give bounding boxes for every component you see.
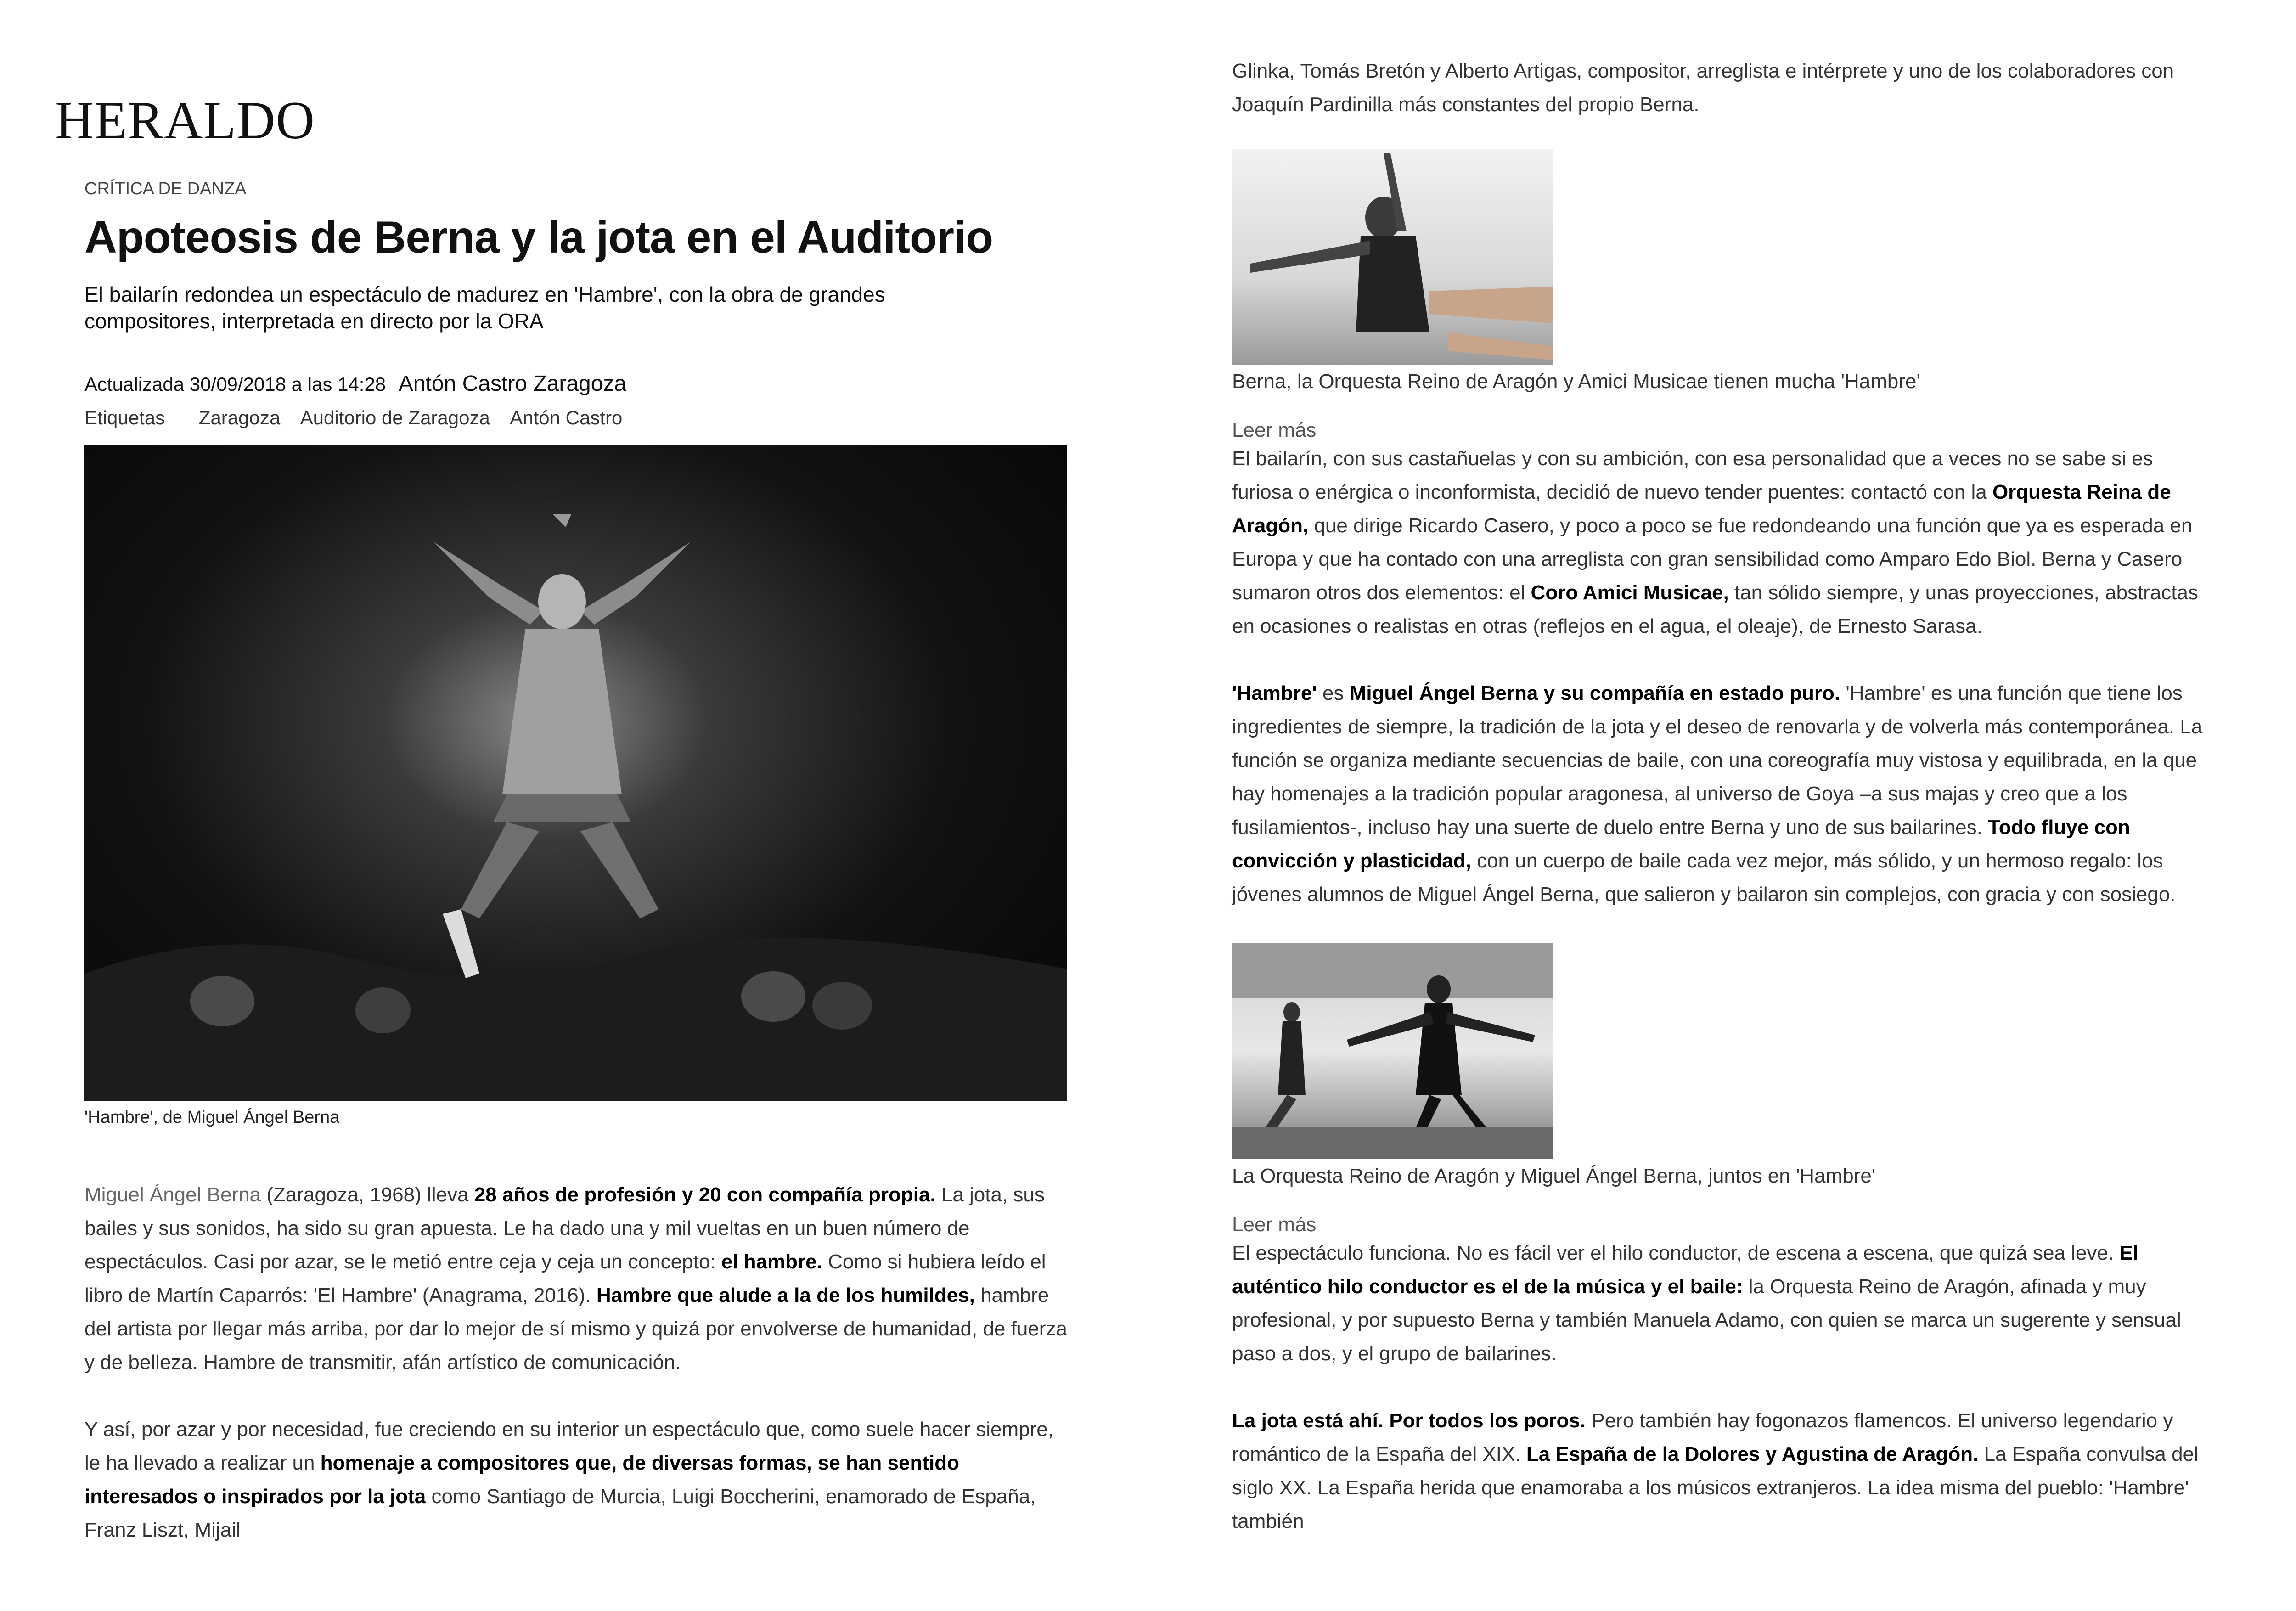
dancer-photo-2 (1232, 943, 1553, 1159)
paragraph: El espectáculo funciona. No es fácil ver el hilo conductor, de escena a escena, que quizá sea leve. El auténtico hilo conductor es el de la música y el baile: la Orquesta Reino de Aragón, afinada y muy profesional, y por supuesto Berna y también Manuela Adamo, con quien se marca un sugerente y sensual paso a dos, y el grupo de bailarines. (1232, 1242, 2181, 1365)
read-more-link[interactable]: Leer más (1232, 419, 1317, 441)
paragraph: La jota está ahí. Por todos los poros. Pero también hay fogonazos flamencos. El universo legendario y romántico de la España del XIX. La España de la Dolores y Agustina de Aragón. La España convulsa del siglo XX. La España herida que enamoraba a los músicos extranjeros. La idea misma del pueblo: 'Hambre' también (1232, 1409, 2199, 1532)
section-label: CRÍTICA DE DANZA (84, 179, 247, 198)
dancer-silhouette (84, 445, 1067, 1101)
tags-row (84, 407, 638, 429)
related-caption: La Orquesta Reino de Aragón y Miguel Ángel Berna, juntos en 'Hambre' (1232, 1165, 1876, 1187)
updated-timestamp: Actualizada 30/09/2018 a las 14:28 (84, 373, 386, 395)
tags-label: Etiquetas (84, 407, 165, 428)
paragraph: Glinka, Tomás Bretón y Alberto Artigas, compositor, arreglista e intérprete y uno de los colaboradores con Joaquín Pardinilla más constantes del propio Berna. (1232, 60, 2174, 116)
article-meta (84, 371, 626, 396)
article-title: Apoteosis de Berna y la jota en el Auditorio (84, 212, 993, 262)
related-caption: Berna, la Orquesta Reino de Aragón y Amici Musicae tienen mucha 'Hambre' (1232, 370, 1920, 393)
article-subtitle: El bailarín redondea un espectáculo de madurez en 'Hambre', con la obra de grandes compositores, interpretada en directo por la ORA (84, 282, 885, 333)
read-more-link[interactable]: Leer más (1232, 1213, 1317, 1236)
heraldo-logo[interactable]: HERALDO (55, 91, 315, 150)
related-photo[interactable] (1232, 943, 1553, 1159)
paragraph: El bailarín, con sus castañuelas y con su ambición, con esa personalidad que a veces no se sabe si es furiosa o enérgica o inconformista, decidió de nuevo tender puentes: contactó con la Orquesta Reina de Aragón, que dirige Ricardo Casero, y poco a poco se fue redondeando una función que ya es esperada en Europa y que ha contado con una arreglista con gran sensibilidad como Amparo Edo Biol. Berna y Casero sumaron otros dos elementos: el Coro Amici Musicae, tan sólido siempre, y unas proyecciones, abstractas en ocasiones o realistas en otras (reflejos en el agua, el oleaje), de Ernesto Sarasa. (1232, 447, 2198, 637)
paragraph: Miguel Ángel Berna (Zaragoza, 1968) lleva 28 años de profesión y 20 con compañía propia. La jota, sus bailes y sus sonidos, ha sido su gran apuesta. Le ha dado una y mil vueltas en un buen número de espectáculos. Casi por azar, se le metió entre ceja y ceja un concepto: el hambre. Como si hubiera leído el libro de Martín Caparrós: 'El Hambre' (Anagrama, 2016). Hambre que alude a la de los humildes, hambre del artista por llegar más arriba, por dar lo mejor de sí mismo y quizá por envolverse de humanidad, de fuerza y de belleza. Hambre de transmitir, afán artístico de comunicación. (84, 1183, 1067, 1374)
body-left (84, 1178, 1067, 1547)
hero-photo (84, 445, 1067, 1101)
author-name[interactable]: Antón Castro Zaragoza (398, 372, 627, 396)
related-photo[interactable] (1232, 149, 1553, 365)
dancer-photo-1 (1232, 149, 1553, 365)
hero-caption: 'Hambre', de Miguel Ángel Berna (84, 1108, 340, 1127)
column-middle (1232, 54, 2215, 1538)
tag-link[interactable]: Zaragoza (198, 407, 281, 428)
tag-link[interactable]: Antón Castro (510, 407, 623, 428)
tag-link[interactable]: Auditorio de Zaragoza (300, 407, 490, 428)
paragraph: 'Hambre' es Miguel Ángel Berna y su compañía en estado puro. 'Hambre' es una función que tiene los ingredientes de siempre, la tradición de la jota y el deseo de renovarla y de volverla más contemporánea. La función se organiza mediante secuencias de baile, con una coreografía muy vistosa y equilibrada, en la que hay homenajes a la tradición popular aragonesa, al universo de Goya –a sus majas y creo que a los fusilamientos-, incluso hay una suerte de duelo entre Berna y uno de sus bailarines. Todo fluye con convicción y plasticidad, con un cuerpo de baile cada vez mejor, más sólido, y un hermoso regalo: los jóvenes alumnos de Miguel Ángel Berna, que salieron y bailaron sin complejos, con gracia y con sosiego. (1232, 682, 2203, 906)
paragraph: Y así, por azar y por necesidad, fue creciendo en su interior un espectáculo que, como suele hacer siempre, le ha llevado a realizar un homenaje a compositores que, de diversas formas, se han sentido interesados o inspirados por la jota como Santiago de Murcia, Luigi Boccherini, enamorado de España, Franz Liszt, Mijail (84, 1418, 1053, 1541)
